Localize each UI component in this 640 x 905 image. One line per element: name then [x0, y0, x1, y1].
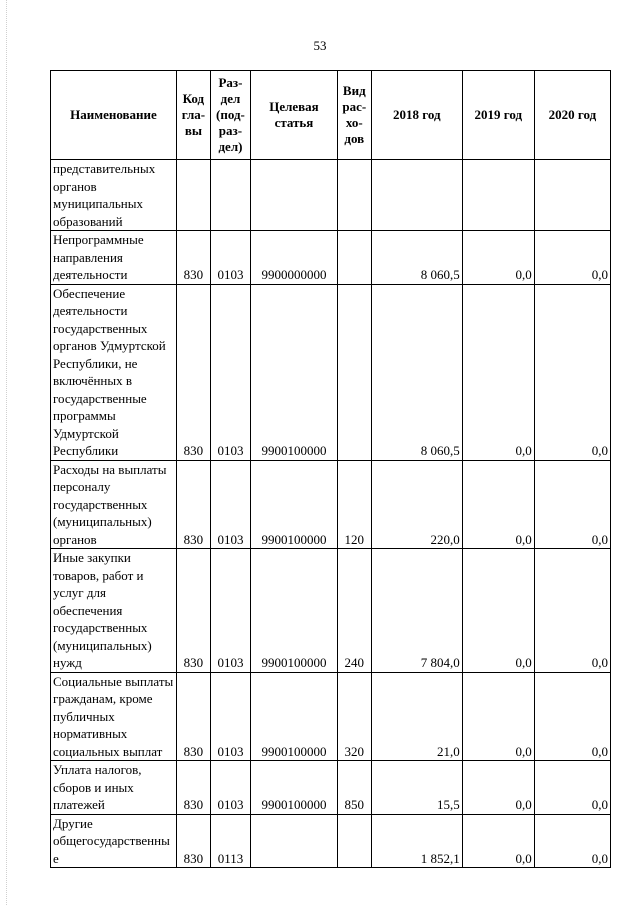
cell-2019	[462, 160, 534, 231]
cell-section: 0103	[210, 460, 250, 549]
cell-name: Другие общегосударственные	[51, 814, 177, 868]
cell-type: 120	[337, 460, 371, 549]
cell-2020: 0,0	[534, 284, 610, 460]
cell-name: Расходы на выплаты персоналу государственных (муниципальных) органов	[51, 460, 177, 549]
header-chapter: Код гла-вы	[176, 71, 210, 160]
table-row	[51, 549, 611, 673]
cell-target: 9900100000	[251, 460, 338, 549]
cell-type	[337, 231, 371, 285]
scan-edge	[6, 0, 8, 905]
cell-target: 9900100000	[251, 549, 338, 673]
cell-chapter: 830	[176, 231, 210, 285]
cell-chapter: 830	[176, 814, 210, 868]
cell-2018: 220,0	[371, 460, 462, 549]
cell-2018: 8 060,5	[371, 231, 462, 285]
cell-2019: 0,0	[462, 761, 534, 815]
cell-2020: 0,0	[534, 460, 610, 549]
cell-2020: 0,0	[534, 549, 610, 673]
header-target: Целевая статья	[251, 71, 338, 160]
table-row	[51, 231, 611, 285]
cell-target: 9900000000	[251, 231, 338, 285]
cell-type	[337, 814, 371, 868]
cell-2020: 0,0	[534, 761, 610, 815]
cell-2020: 0,0	[534, 231, 610, 285]
cell-name: представительных органов муниципальных образований	[51, 160, 177, 231]
cell-chapter: 830	[176, 549, 210, 673]
header-2019: 2019 год	[462, 71, 534, 160]
cell-2020	[534, 160, 610, 231]
table-row	[51, 460, 611, 549]
cell-section	[210, 160, 250, 231]
table-row	[51, 672, 611, 761]
cell-2018	[371, 160, 462, 231]
cell-2020: 0,0	[534, 672, 610, 761]
cell-type	[337, 284, 371, 460]
cell-2018: 7 804,0	[371, 549, 462, 673]
cell-section: 0103	[210, 549, 250, 673]
cell-name: Иные закупки товаров, работ и услуг для обеспечения государственных (муниципальных) нужд	[51, 549, 177, 673]
cell-section: 0103	[210, 761, 250, 815]
cell-name: Непрограммные направления деятельности	[51, 231, 177, 285]
cell-2019: 0,0	[462, 231, 534, 285]
cell-name: Социальные выплаты гражданам, кроме публичных нормативных социальных выплат	[51, 672, 177, 761]
budget-table	[50, 70, 611, 868]
table-row	[51, 160, 611, 231]
header-name: Наименование	[51, 71, 177, 160]
cell-section: 0113	[210, 814, 250, 868]
cell-chapter: 830	[176, 672, 210, 761]
cell-section: 0103	[210, 284, 250, 460]
cell-section: 0103	[210, 672, 250, 761]
table-body	[51, 160, 611, 868]
cell-2019: 0,0	[462, 460, 534, 549]
cell-chapter: 830	[176, 460, 210, 549]
page-number: 53	[313, 38, 327, 53]
cell-target: 9900100000	[251, 761, 338, 815]
cell-target	[251, 160, 338, 231]
header-row	[51, 71, 611, 160]
cell-2019: 0,0	[462, 549, 534, 673]
header-type: Вид рас-хо-дов	[337, 71, 371, 160]
cell-chapter	[176, 160, 210, 231]
table-row	[51, 814, 611, 868]
header-section: Раз-дел (под-раз-дел)	[210, 71, 250, 160]
cell-chapter: 830	[176, 284, 210, 460]
cell-2019: 0,0	[462, 284, 534, 460]
cell-2018: 21,0	[371, 672, 462, 761]
cell-2018: 8 060,5	[371, 284, 462, 460]
cell-2019: 0,0	[462, 672, 534, 761]
header-2018: 2018 год	[371, 71, 462, 160]
cell-type: 320	[337, 672, 371, 761]
table-row	[51, 284, 611, 460]
cell-2018: 15,5	[371, 761, 462, 815]
header-2020: 2020 год	[534, 71, 610, 160]
cell-name: Обеспечение деятельности государственных органов Удмуртской Республики, не включённых в государственные программы Удмуртской Республики	[51, 284, 177, 460]
cell-target: 9900100000	[251, 672, 338, 761]
cell-chapter: 830	[176, 761, 210, 815]
cell-2018: 1 852,1	[371, 814, 462, 868]
cell-type: 850	[337, 761, 371, 815]
cell-section: 0103	[210, 231, 250, 285]
cell-2019: 0,0	[462, 814, 534, 868]
cell-target	[251, 814, 338, 868]
table-row	[51, 761, 611, 815]
cell-type: 240	[337, 549, 371, 673]
cell-type	[337, 160, 371, 231]
cell-target: 9900100000	[251, 284, 338, 460]
cell-2020: 0,0	[534, 814, 610, 868]
cell-name: Уплата налогов, сборов и иных платежей	[51, 761, 177, 815]
